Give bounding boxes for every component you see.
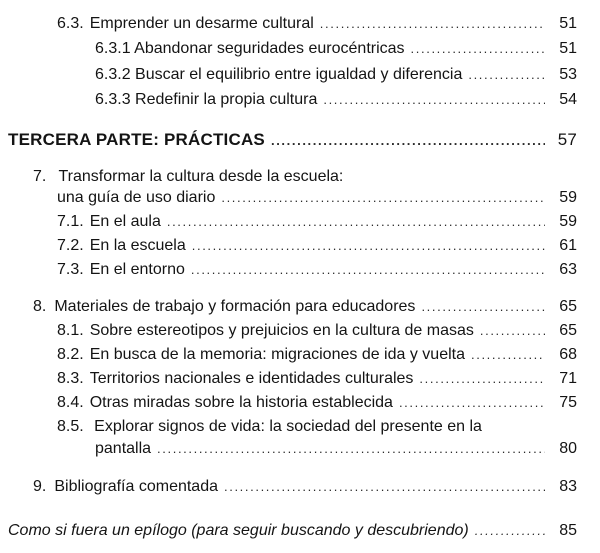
dot-leader	[191, 259, 545, 281]
dot-leader	[167, 211, 545, 233]
page-number: 65	[559, 298, 577, 315]
toc-entry-8-3[interactable]	[57, 368, 577, 390]
dot-leader	[480, 320, 545, 342]
dot-leader	[468, 64, 545, 86]
section-number: 7.3.	[57, 261, 84, 278]
section-title: 6.3.2 Buscar el equilibrio entre igualdad y diferencia	[95, 66, 463, 83]
dot-leader	[221, 187, 545, 209]
page-number: 75	[559, 394, 577, 411]
section-number: 6.3.	[57, 15, 84, 32]
page-number: 85	[559, 522, 577, 539]
toc-entry-8-5-line1[interactable]	[57, 416, 482, 438]
dot-leader	[224, 476, 545, 498]
toc-entry-9[interactable]	[33, 476, 577, 498]
dot-leader	[399, 392, 545, 414]
dot-leader	[419, 368, 545, 390]
dot-leader	[411, 38, 545, 60]
chapter-title: Materiales de trabajo y formación para educadores	[54, 298, 416, 315]
section-number: 7.1.	[57, 213, 84, 230]
dot-leader	[475, 520, 545, 542]
page-number: 83	[559, 478, 577, 495]
chapter-title: Bibliografía comentada	[54, 478, 218, 495]
toc-entry-epilogue[interactable]	[8, 520, 577, 542]
page-number: 61	[559, 237, 577, 254]
toc-entry-6-3-1[interactable]	[95, 38, 577, 60]
section-number: 8.5.	[57, 418, 84, 435]
toc-entry-7-1[interactable]	[57, 211, 577, 233]
section-title: En busca de la memoria: migraciones de ida y vuelta	[89, 346, 465, 363]
page-number: 57	[557, 130, 577, 149]
section-title-line2: pantalla	[95, 440, 152, 457]
dot-leader	[192, 235, 545, 257]
section-title: Territorios nacionales e identidades culturales	[89, 370, 414, 387]
section-title: 6.3.1 Abandonar seguridades eurocéntricas	[95, 40, 405, 57]
section-number: 8.3.	[57, 370, 84, 387]
toc-entry-7-3[interactable]	[57, 259, 577, 281]
page-number: 71	[559, 370, 577, 387]
section-title: En la escuela	[89, 237, 186, 254]
chapter-title-line2: una guía de uso diario	[57, 189, 216, 206]
page-number: 68	[559, 346, 577, 363]
section-number: 8.4.	[57, 394, 84, 411]
section-title-line1: Explorar signos de vida: la sociedad del presente en la	[94, 418, 482, 435]
page-number: 63	[559, 261, 577, 278]
toc-entry-6-3-3[interactable]	[95, 89, 577, 111]
epilogue-title: Como si fuera un epílogo (para seguir buscando y descubriendo)	[8, 522, 469, 539]
dot-leader	[323, 89, 545, 111]
page-number: 51	[559, 40, 577, 57]
page-number: 65	[559, 322, 577, 339]
dot-leader	[157, 438, 545, 460]
dot-leader	[271, 130, 545, 152]
dot-leader	[421, 296, 545, 318]
page-number: 53	[559, 66, 577, 83]
part-title: TERCERA PARTE: PRÁCTICAS	[8, 130, 265, 149]
toc-entry-7-line1[interactable]	[33, 166, 343, 188]
section-title: En el entorno	[89, 261, 185, 278]
section-number: 7.2.	[57, 237, 84, 254]
section-title: 6.3.3 Redefinir la propia cultura	[95, 91, 318, 108]
toc-entry-8-4[interactable]	[57, 392, 577, 414]
page-number: 54	[559, 91, 577, 108]
chapter-number: 9.	[33, 478, 47, 495]
dot-leader	[471, 344, 545, 366]
toc-entry-6-3[interactable]	[57, 13, 577, 35]
section-number: 8.1.	[57, 322, 84, 339]
toc-entry-7[interactable]	[57, 187, 577, 209]
page-number: 51	[559, 15, 577, 32]
section-number: 8.2.	[57, 346, 84, 363]
toc-entry-part-3[interactable]	[8, 129, 577, 151]
toc-entry-7-2[interactable]	[57, 235, 577, 257]
toc-entry-8-5[interactable]	[95, 438, 577, 460]
chapter-title-line1: Transformar la cultura desde la escuela:	[58, 168, 344, 185]
section-title: Emprender un desarme cultural	[89, 15, 314, 32]
toc-entry-8-2[interactable]	[57, 344, 577, 366]
toc-entry-8-1[interactable]	[57, 320, 577, 342]
dot-leader	[320, 13, 545, 35]
toc-entry-6-3-2[interactable]	[95, 64, 577, 86]
page-number: 80	[559, 440, 577, 457]
chapter-number: 7.	[33, 168, 47, 185]
toc-entry-8[interactable]	[33, 296, 577, 318]
section-title: En el aula	[89, 213, 161, 230]
chapter-number: 8.	[33, 298, 47, 315]
page-number: 59	[559, 213, 577, 230]
page-number: 59	[559, 189, 577, 206]
section-title: Sobre estereotipos y prejuicios en la cultura de masas	[89, 322, 474, 339]
section-title: Otras miradas sobre la historia establecida	[89, 394, 393, 411]
